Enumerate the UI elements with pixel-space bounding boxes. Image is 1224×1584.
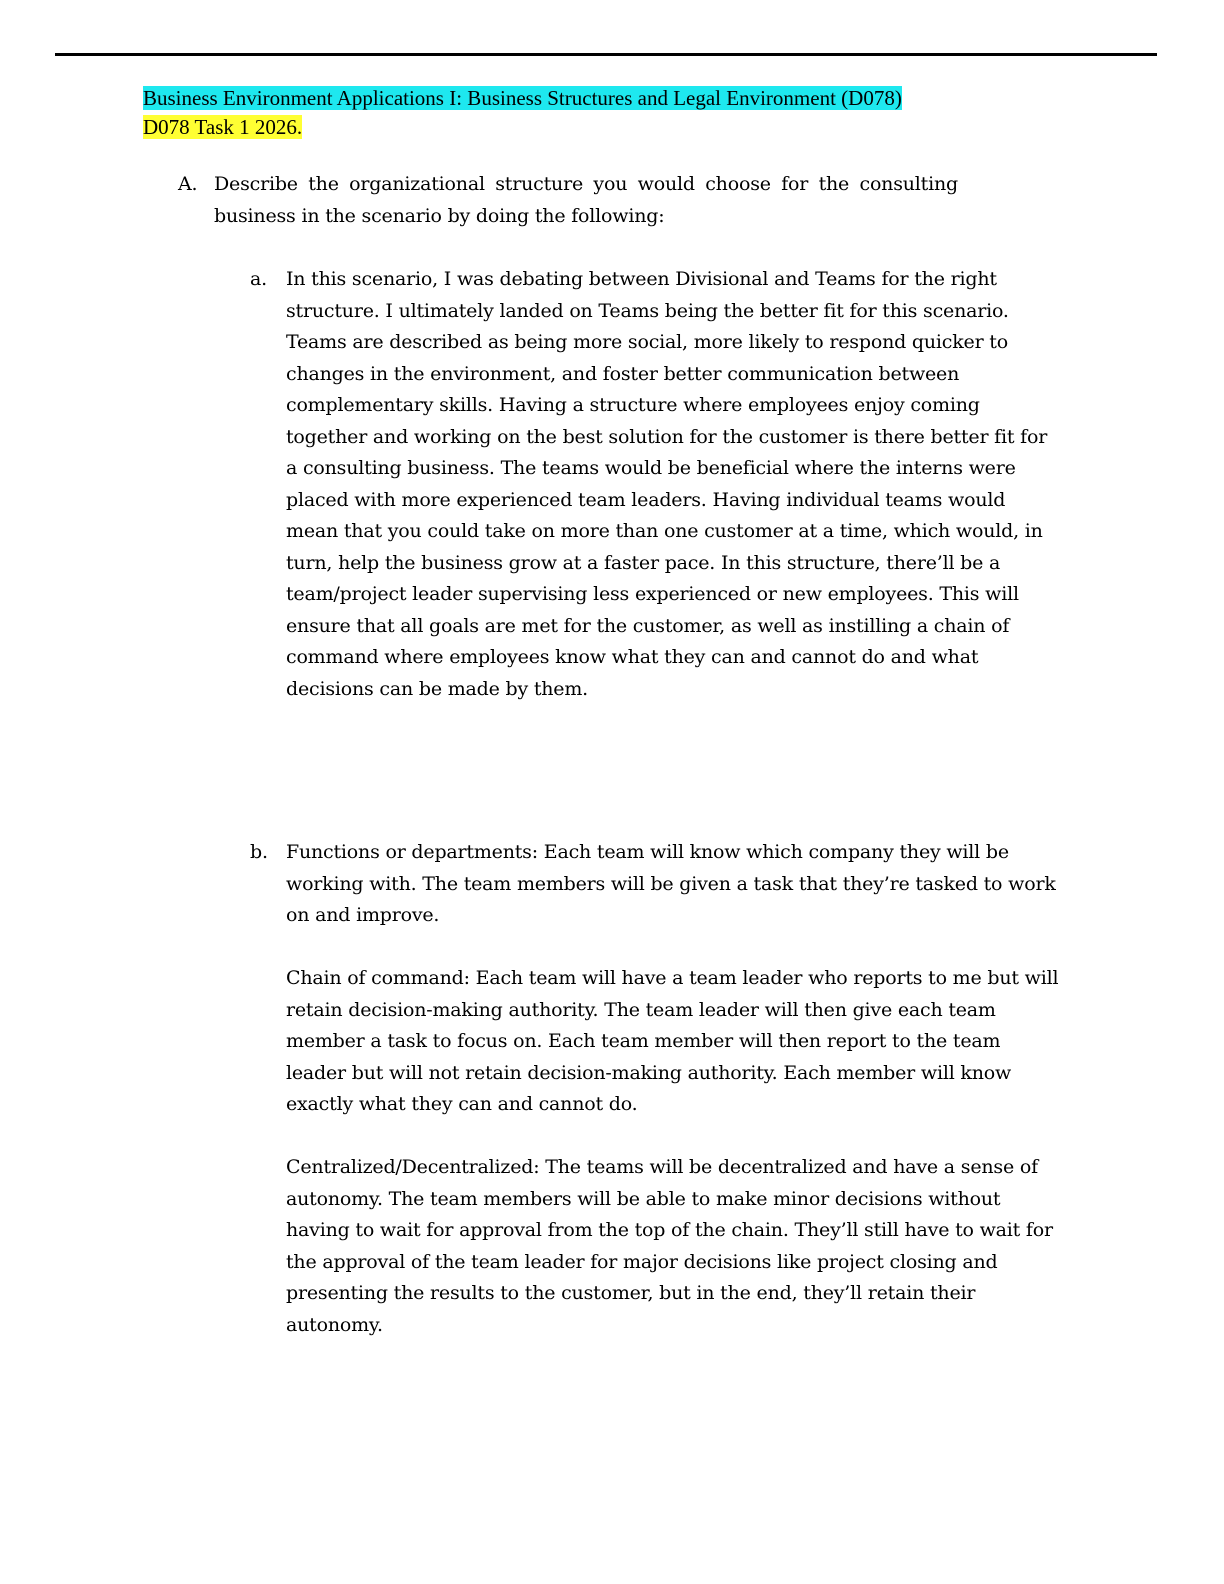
- list-item-a-text: In this scenario, I was debating between Divisional and Teams for the right structure. I ultimately landed on Teams being the better fit for this scenario. Teams are described as being more social, more likely to respond quicker to changes in the environment, and foster better communication between complementary skills. Having a structure where employees enjoy coming together and working on the best solution for the customer is there better fit for a consulting business. The teams would be beneficial where the interns were placed with more experienced team leaders. Having individual teams would mean that you could take on more than one customer at a time, which would, in turn, help the business grow at a faster pace. In this structure, there’ll be a team/project leader supervising less experienced or new employees. This will ensure that all goals are met for the customer, as well as instilling a chain of command where employees know what they can and cannot do and what decisions can be made by them.: [286, 268, 1048, 700]
- task-title: D078 Task 1 2026.: [143, 115, 303, 139]
- header-rule: [55, 53, 1157, 56]
- list-item-b: [250, 837, 1062, 1341]
- section-a: [178, 169, 958, 232]
- chain-of-command-paragraph: Chain of command: Each team will have a team leader who reports to me but will retain decision-making authority. The team leader will then give each team member a task to focus on. Each team member will then report to the team leader but will not retain decision-making authority. Each member will know exactly what they can and cannot do.: [286, 967, 1059, 1115]
- functions-paragraph: Functions or departments: Each team will know which company they will be working with. The team members will be given a task that they’re tasked to work on and improve.: [286, 841, 1056, 926]
- section-a-marker: A.: [178, 173, 198, 195]
- list-item-a-marker: a.: [250, 268, 267, 290]
- section-a-prompt: Describe the organizational structure you would choose for the consulting business in the scenario by doing the following:: [214, 173, 958, 227]
- course-title: Business Environment Applications I: Business Structures and Legal Environment (D078): [143, 86, 902, 110]
- centralization-paragraph: Centralized/Decentralized: The teams will be decentralized and have a sense of autonomy. The team members will be able to make minor decisions without having to wait for approval from the top of the chain. They’ll still have to wait for the approval of the team leader for major decisions like project closing and presenting the results to the customer, but in the end, they’ll retain their autonomy.: [286, 1156, 1053, 1336]
- list-item-a: [250, 264, 1062, 705]
- document-header: [143, 84, 902, 142]
- list-item-b-marker: b.: [250, 841, 268, 863]
